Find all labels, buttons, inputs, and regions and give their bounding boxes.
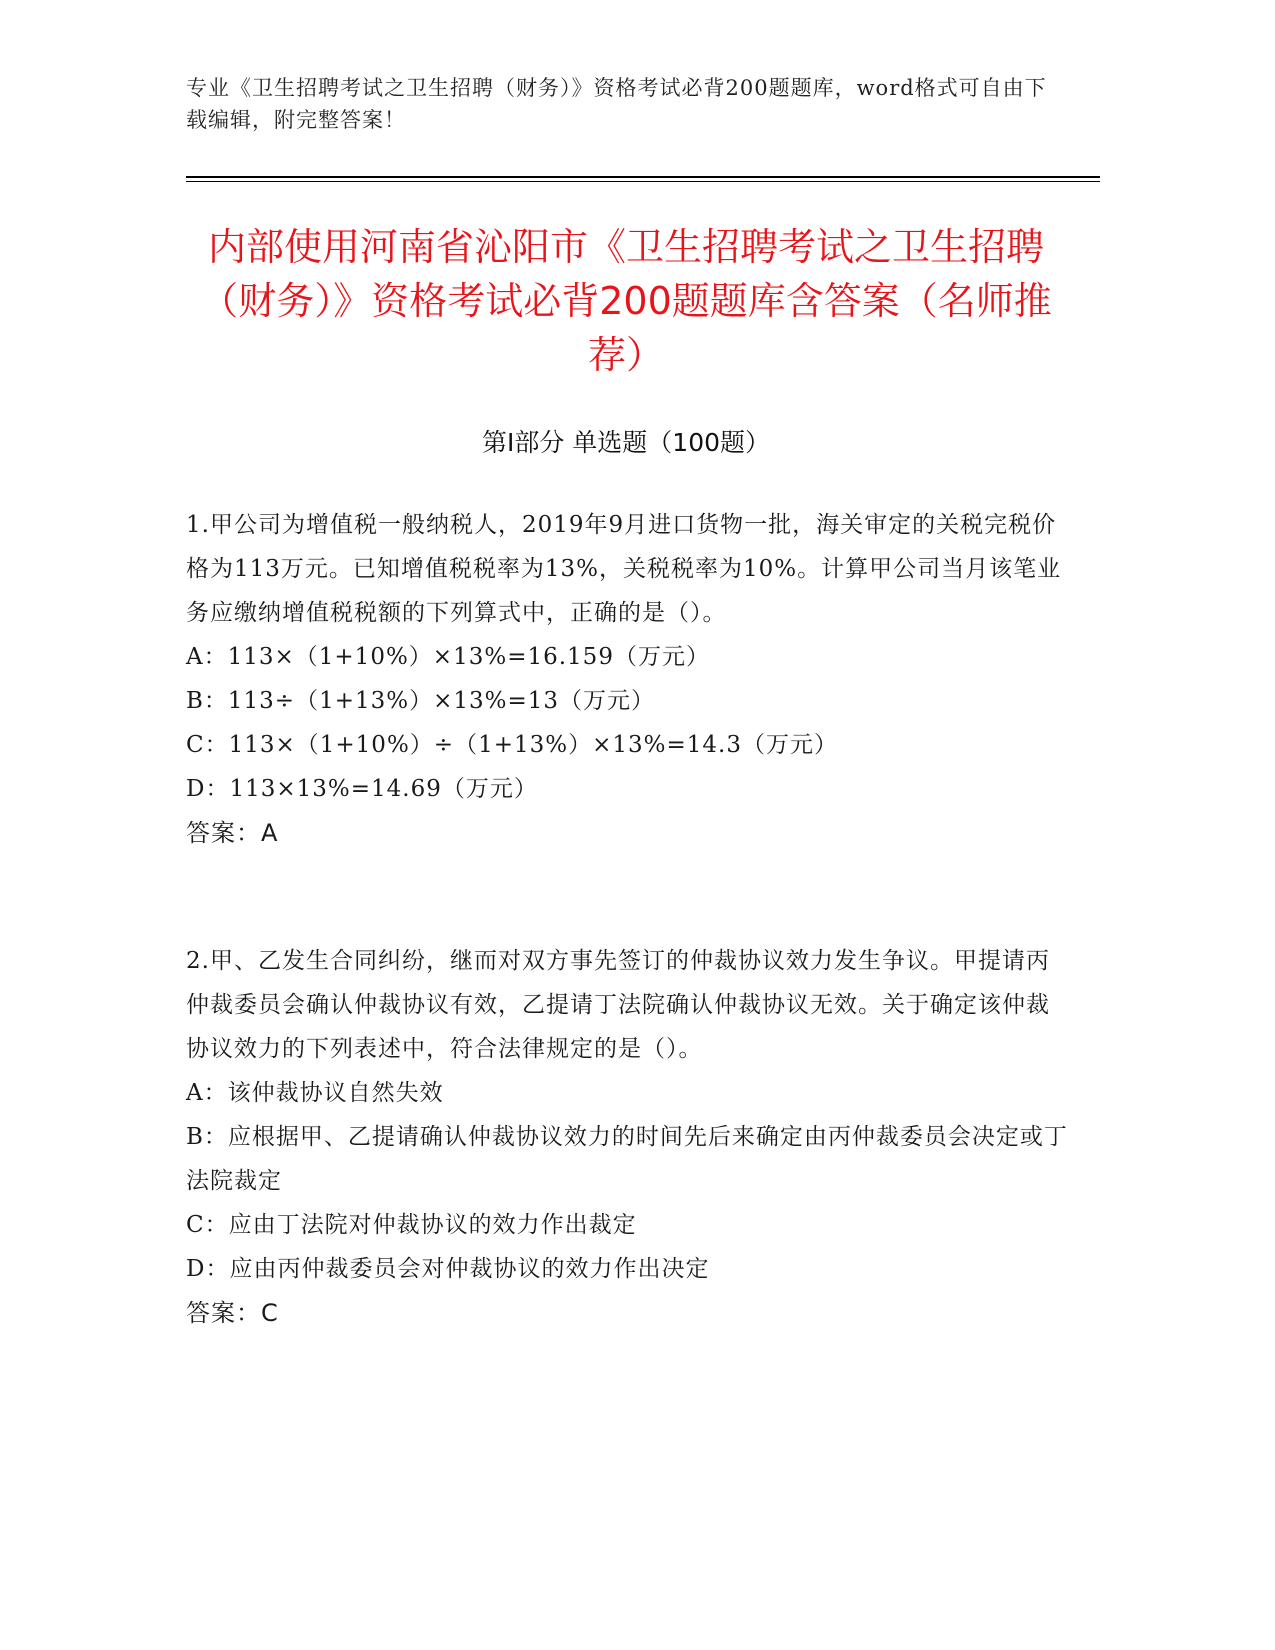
option-c: C：113×（1+10%）÷（1+13%）×13%=14.3（万元） <box>186 732 838 758</box>
header-divider <box>186 176 1100 178</box>
question-2 <box>186 939 1071 1335</box>
question-1 <box>186 503 1071 855</box>
option-d: D：应由丙仲裁委员会对仲裁协议的效力作出决定 <box>186 1256 710 1282</box>
option-d: D：113×13%=14.69（万元） <box>186 776 538 802</box>
option-b: B：113÷（1+13%）×13%=13（万元） <box>186 688 656 714</box>
document-title: 内部使用河南省沁阳市《卫生招聘考试之卫生招聘（财务）》资格考试必背200题题库含答案（名师推荐） <box>200 225 1052 377</box>
option-a: A：113×（1+10%）×13%=16.159（万元） <box>186 644 710 670</box>
header-divider-thin <box>186 181 1100 182</box>
question-stem: 1.甲公司为增值税一般纳税人，2019年9月进口货物一批，海关审定的关税完税价格为113万元。已知增值税税率为13%，关税税率为10%。计算甲公司当月该笔业务应缴纳增值税税额的下列算式中，正确的是（）。 <box>186 512 1062 626</box>
option-c: C：应由丁法院对仲裁协议的效力作出裁定 <box>186 1212 637 1238</box>
option-a: A：该仲裁协议自然失效 <box>186 1080 444 1106</box>
question-stem: 2.甲、乙发生合同纠纷，继而对双方事先签订的仲裁协议效力发生争议。甲提请丙仲裁委员会确认仲裁协议有效，乙提请丁法院确认仲裁协议无效。关于确定该仲裁协议效力的下列表述中，符合法律规定的是（）。 <box>186 948 1050 1062</box>
option-b: B：应根据甲、乙提请确认仲裁协议效力的时间先后来确定由丙仲裁委员会决定或丁法院裁定 <box>186 1124 1068 1194</box>
answer: 答案：C <box>186 1299 279 1327</box>
section-heading: 第Ⅰ部分 单选题（100题） <box>481 428 771 457</box>
answer: 答案：A <box>186 819 279 847</box>
header-note: 专业《卫生招聘考试之卫生招聘（财务）》资格考试必背200题题库，word格式可自由下载编辑，附完整答案！ <box>186 76 1047 132</box>
